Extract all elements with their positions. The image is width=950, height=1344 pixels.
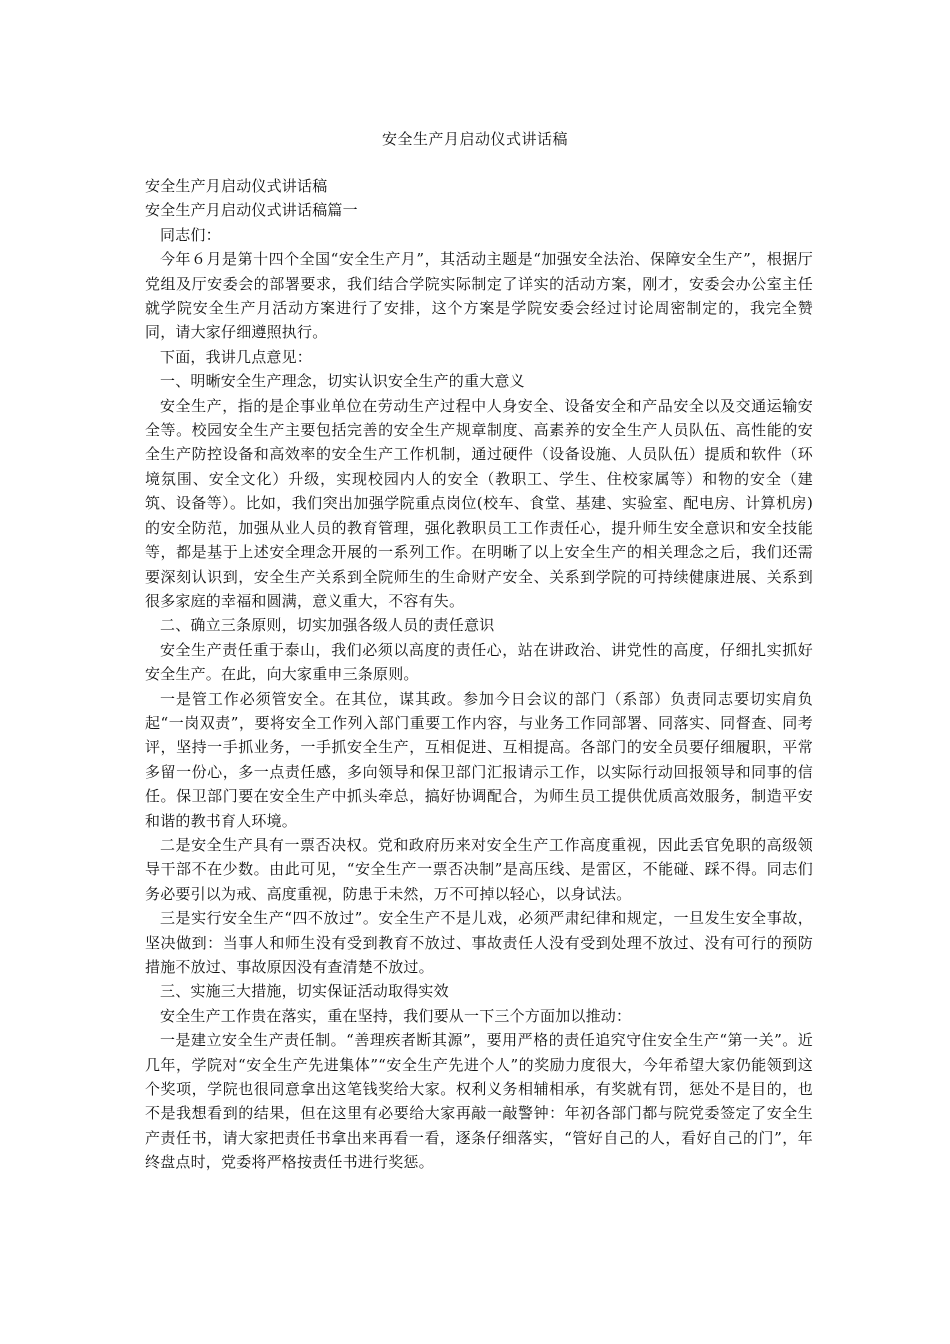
document-subtitle: 安全生产月启动仪式讲话稿	[145, 177, 328, 195]
document-body	[145, 174, 813, 1175]
document-title: 安全生产月启动仪式讲话稿	[381, 130, 568, 148]
heading-part-one: 一、明晰安全生产理念，切实认识安全生产的重大意义	[160, 372, 525, 391]
heading-part-three: 三、实施三大措施，切实保证活动取得实效	[160, 982, 449, 1001]
paragraph-responsibility: 安全生产责任重于泰山，我们必须以高度的责任心，站在讲政治、讲党性的高度，仔细扎实抓好安全生产。在此，向大家重申三条原则。	[145, 640, 813, 684]
paragraph-principle-three: 三是实行安全生产“四不放过”。安全生产不是儿戏，必须严肃纪律和规定，一旦发生安全事故，坚决做到：当事人和师生没有受到教育不放过、事故责任人没有受到处理不放过、没有可行的预防措施不放过、事故原因没有查清楚不放过。	[145, 909, 813, 976]
document-section-heading: 安全生产月启动仪式讲话稿篇一	[145, 201, 358, 220]
heading-part-two: 二、确立三条原则，切实加强各级人员的责任意识	[160, 616, 495, 635]
paragraph-measures-intro: 安全生产工作贵在落实，重在坚持，我们要从一下三个方面加以推动：	[160, 1006, 632, 1025]
paragraph-measure-one: 一是建立安全生产责任制。“善理疾者断其源”，要用严格的责任追究守住安全生产“第一关”。近几年，学院对“安全生产先进集体”“安全生产先进个人”的奖励力度很大，今年希望大家仍能领到这个奖项，学院也很同意拿出这笔钱奖给大家。权利义务相辅相承，有奖就有罚，惩处不是目的，也不是我想看到的结果，但在这里有必要给大家再敲一敲警钟：年初各部门都与院党委签定了安全生产责任书，请大家把责任书拿出来再看一看，逐条仔细落实，“管好自己的人，看好自己的门”，年终盘点时，党委将严格按责任书进行奖惩。	[145, 1031, 813, 1172]
paragraph-lead-in: 下面，我讲几点意见：	[160, 347, 313, 366]
paragraph-intro: 今年６月是第十四个全国“安全生产月”，其活动主题是“加强安全法治、保障安全生产”，根据厅党组及厅安委会的部署要求，我们结合学院实际制定了详实的活动方案，刚才，安委会办公室主任就学院安全生产月活动方案进行了安排，这个方案是学院安委会经过讨论周密制定的，我完全赞同，请大家仔细遵照执行。	[145, 250, 813, 342]
salutation: 同志们：	[160, 225, 221, 244]
paragraph-principle-two: 二是安全生产具有一票否决权。党和政府历来对安全生产工作高度重视，因此丢官免职的高级领导干部不在少数。由此可见，“安全生产一票否决制”是高压线、是雷区，不能碰、踩不得。同志们务必要引以为戒、高度重视，防患于未然，万不可掉以轻心，以身试法。	[145, 835, 813, 903]
paragraph-principle-one: 一是管工作必须管安全。在其位，谋其政。参加今日会议的部门（系部）负责同志要切实肩负起“一岗双责”，要将安全工作列入部门重要工作内容，与业务工作同部署、同落实、同督查、同考评，坚持一手抓业务，一手抓安全生产，互相促进、互相提高。各部门的安全员要仔细履职，平常多留一份心，多一点责任感，多向领导和保卫部门汇报请示工作，以实际行动回报领导和同事的信任。保卫部门要在安全生产中抓头牵总，搞好协调配合，为师生员工提供优质高效服务，制造平安和谐的教书育人环境。	[145, 689, 813, 830]
paragraph-safety-concept: 安全生产，指的是企事业单位在劳动生产过程中人身安全、设备安全和产品安全以及交通运输安全等。校园安全生产主要包括完善的安全生产规章制度、高素养的安全生产人员队伍、高性能的安全生产防控设备和高效率的安全生产工作机制，通过硬件（设备设施、人员队伍）提质和软件（环境氛围、安全文化）升级，实现校园内人的安全（教职工、学生、住校家属等）和物的安全（建筑、设备等）。比如，我们突出加强学院重点岗位(校车、食堂、基建、实验室、配电房、计算机房)的安全防范，加强从业人员的教育管理，强化教职员工工作责任心，提升师生安全意识和安全技能等，都是基于上述安全理念开展的一系列工作。在明晰了以上安全生产的相关理念之后，我们还需要深刻认识到，安全生产关系到全院师生的生命财产安全、关系到学院的可持续健康进展、关系到很多家庭的幸福和圆满，意义重大，不容有失。	[145, 396, 813, 610]
